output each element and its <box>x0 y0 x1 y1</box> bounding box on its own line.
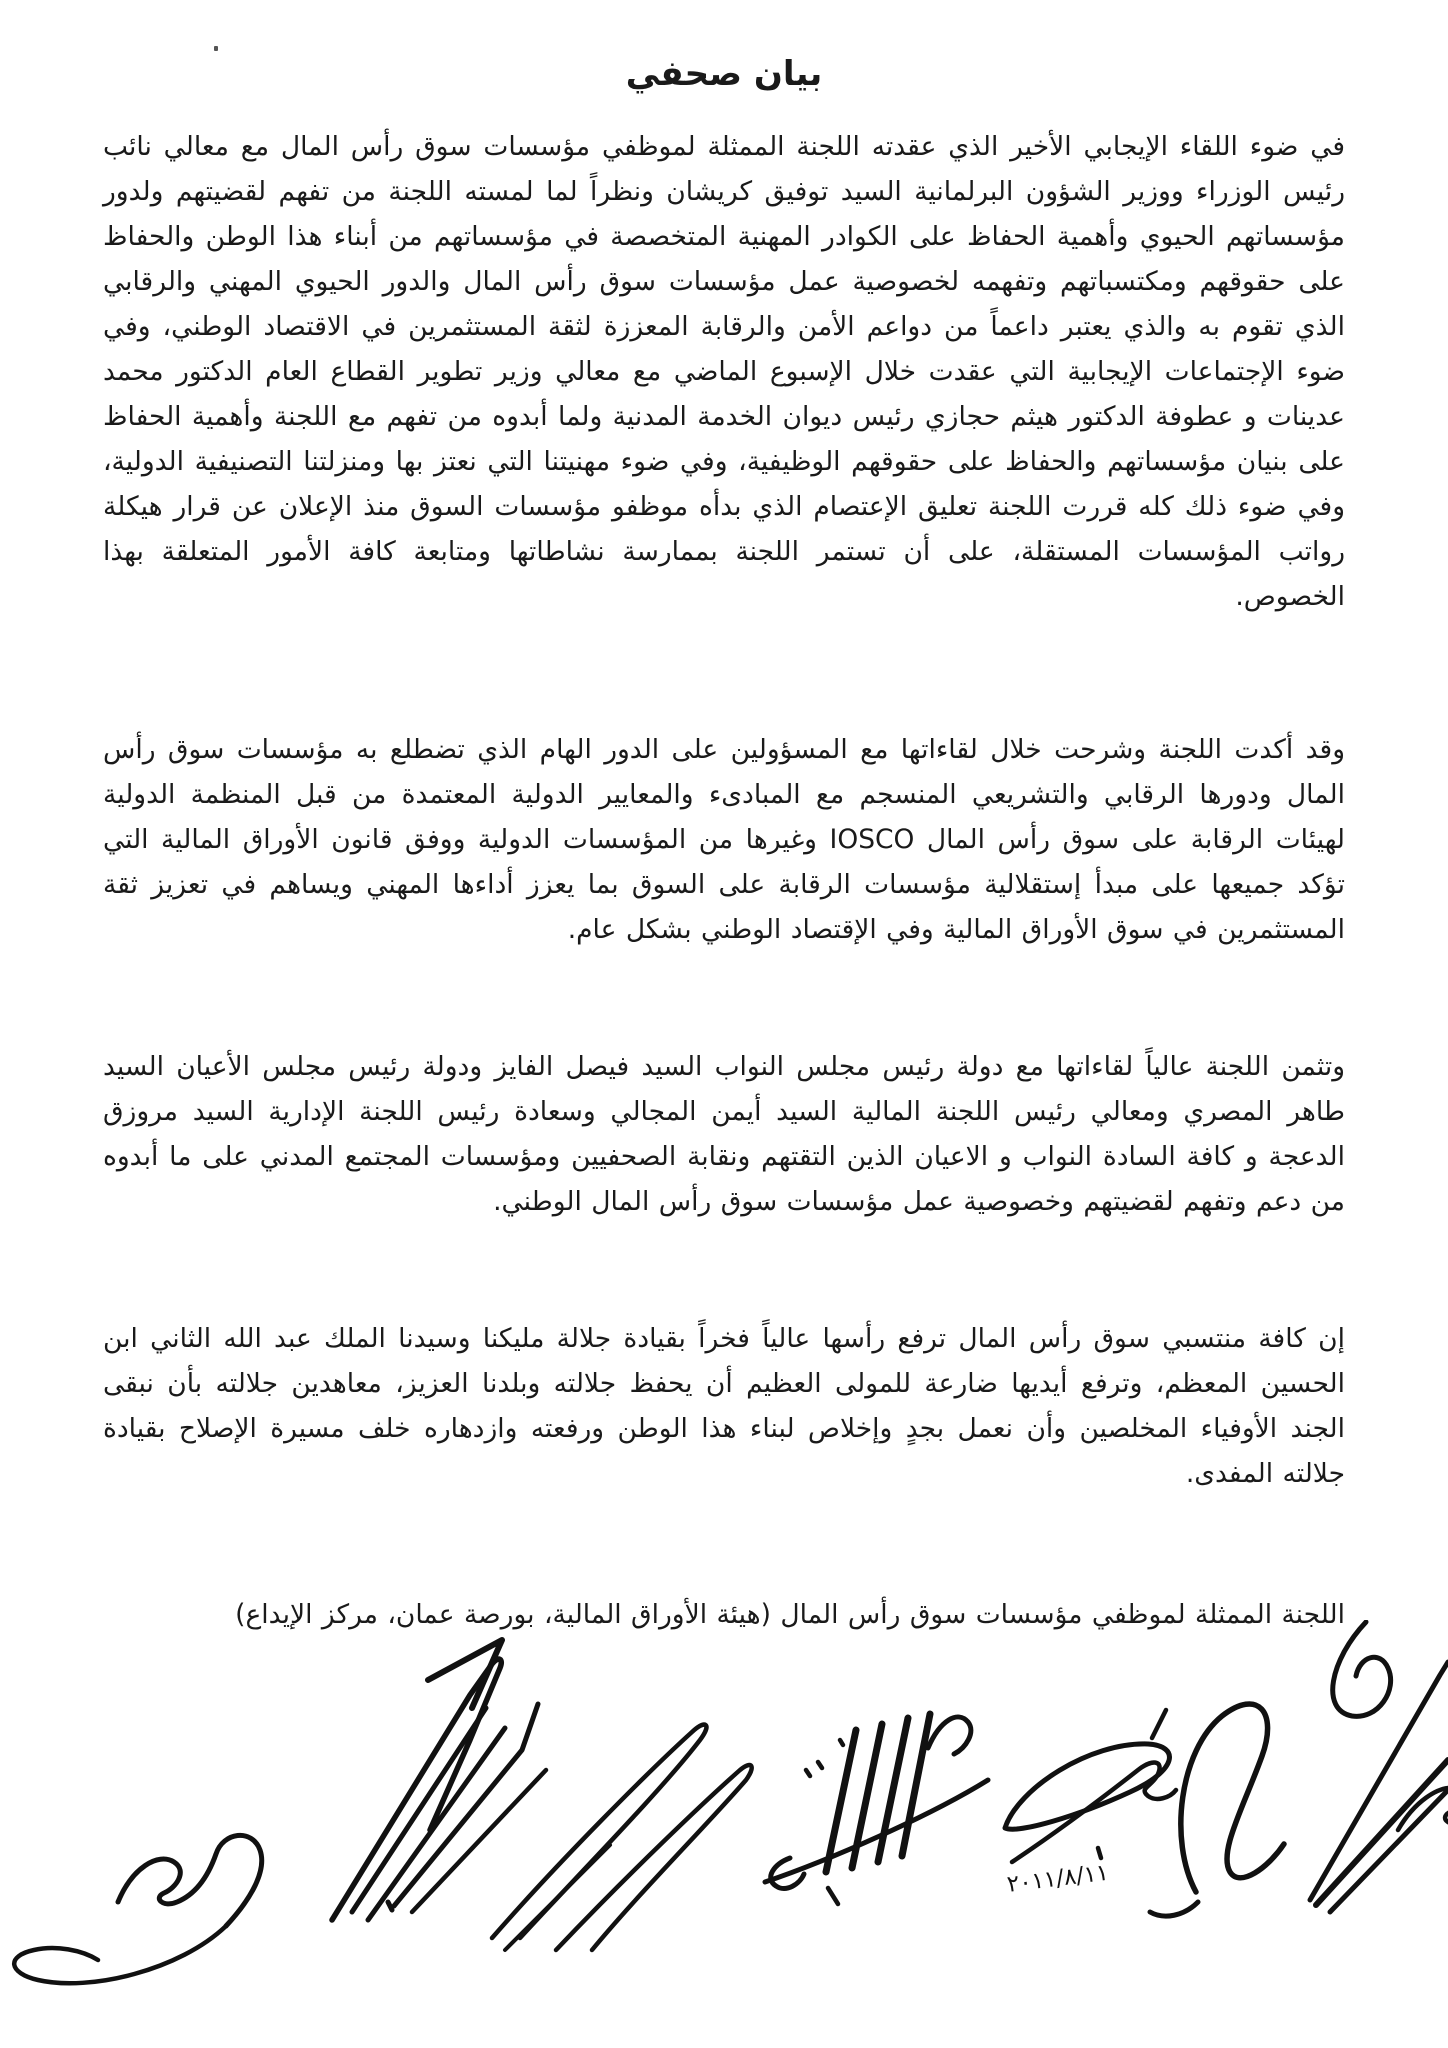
document-title: بيان صحفي <box>625 54 823 94</box>
document-body <box>0 124 1448 1637</box>
signature-2-icon <box>332 1640 546 1920</box>
committee-signature-line: اللجنة الممثلة لموظفي مؤسسات سوق رأس المال (هيئة الأوراق المالية، بورصة عمان، مركز الإيداع) <box>235 1599 1345 1630</box>
paragraph-1: في ضوء اللقاء الإيجابي الأخير الذي عقدته اللجنة الممثلة لموظفي مؤسسات سوق رأس المال مع معالي نائب رئيس الوزراء ووزير الشؤون البرلمانية السيد توفيق كريشان ونظراً لما لمسته اللجنة من تفهم لقضيتهم ولدور مؤسساتهم الحيوي وأهمية الحفاظ على الكوادر المهنية المتخصصة في مؤسساتهم من أبناء هذا الوطن والحفاظ على حقوقهم ومكتسباتهم وتفهمه لخصوصية عمل مؤسسات سوق رأس المال والدور الحيوي المهني والرقابي الذي تقوم به والذي يعتبر داعماً من دواعم الأمن والرقابة المعززة لثقة المستثمرين في الاقتصاد الوطني، وفي ضوء الإجتماعات الإيجابية التي عقدت خلال الإسبوع الماضي مع معالي وزير تطوير القطاع العام الدكتور محمد عدينات و عطوفة الدكتور هيثم حجازي رئيس ديوان الخدمة المدنية ولما أبدوه من تفهم مع اللجنة وأهمية الحفاظ على بنيان مؤسساتهم والحفاظ على حقوقهم الوظيفية، وفي ضوء مهنيتنا التي نعتز بها ومنزلتنا التصنيفية الدولية، وفي ضوء ذلك كله قررت اللجنة تعليق الإعتصام الذي بدأه موظفو مؤسسات السوق منذ الإعلان عن قرار هيكلة رواتب المؤسسات المستقلة، على أن تستمر اللجنة بممارسة نشاطاتها ومتابعة كافة الأمور المتعلقة بهذا الخصوص. <box>103 131 1345 612</box>
signature-7-icon <box>1310 1622 1448 1912</box>
signature-6-icon <box>1150 1704 1284 1916</box>
signature-4-icon <box>765 1714 988 1904</box>
signature-1-icon <box>14 1835 392 1983</box>
scan-artifact-dot <box>214 46 218 51</box>
paragraph-2: وقد أكدت اللجنة وشرحت خلال لقاءاتها مع المسؤولين على الدور الهام الذي تضطلع به مؤسسات سوق رأس المال ودورها الرقابي والتشريعي المنسجم مع المبادىء والمعايير الدولية المعتمدة من قبل المنظمة الدولية لهيئات الرقابة على سوق رأس المال IOSCO وغيرها من المؤسسات الدولية ووفق قانون الأوراق المالية التي تؤكد جميعها على مبدأ إستقلالية مؤسسات الرقابة على السوق بما يعزز أداءها المهني ويساهم في تعزيز ثقة المستثمرين في سوق الأوراق المالية وفي الإقتصاد الوطني بشكل عام. <box>103 734 1345 945</box>
signatures-block <box>0 1620 1448 2048</box>
paragraph-4: إن كافة منتسبي سوق رأس المال ترفع رأسها عالياً فخراً بقيادة جلالة مليكنا وسيدنا الملك عبد الله الثاني ابن الحسين المعظم، وترفع أيديها ضارعة للمولى العظيم أن يحفظ جلالته وبلدنا العزيز، معاهدين جلالته بأن نبقى الجند الأوفياء المخلصين وأن نعمل بجدٍ وإخلاص لبناء هذا الوطن ورفعته وازدهاره خلف مسيرة الإصلاح بقيادة جلالته المفدى. <box>103 1323 1345 1489</box>
signature-date: ٢٠١١/٨/١١ <box>1005 1859 1110 1898</box>
signature-3-icon <box>492 1725 752 1950</box>
paragraph-3: وتثمن اللجنة عالياً لقاءاتها مع دولة رئيس مجلس النواب السيد فيصل الفايز ودولة رئيس مجلس الأعيان السيد طاهر المصري ومعالي رئيس اللجنة المالية السيد أيمن المجالي وسعادة رئيس اللجنة الإدارية السيد مروزق الدعجة و كافة السادة النواب و الاعيان الذين التقتهم ونقابة الصحفيين ومؤسسات المجتمع المدني على ما أبدوه من دعم وتفهم لقضيتهم وخصوصية عمل مؤسسات سوق رأس المال الوطني. <box>103 1051 1345 1217</box>
signature-5-icon <box>1005 1710 1176 1898</box>
